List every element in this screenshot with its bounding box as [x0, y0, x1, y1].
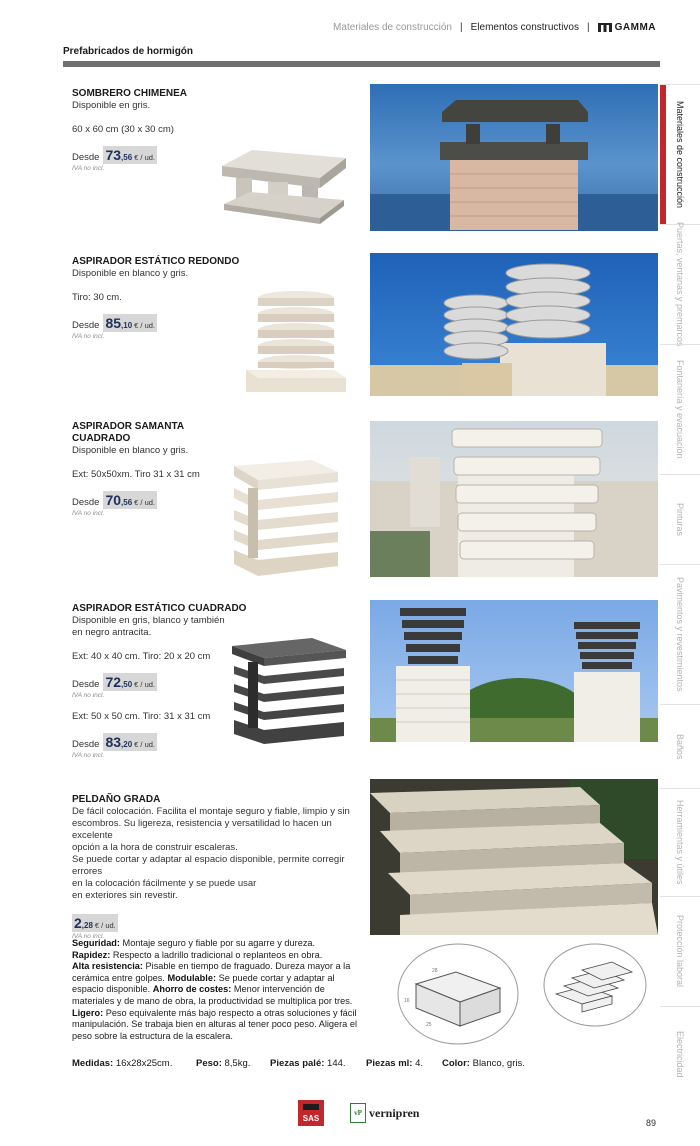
spec-value: 8,5kg.	[221, 1058, 251, 1069]
sombrero-chimenea-image	[222, 148, 348, 224]
feature-value: Peso equivalente más bajo respecto a otras soluciones y fácil manipulación. Se trabaja bien en alturas al tener poco peso. Aligera el peso sobre la estructura de la escalera.	[72, 1007, 357, 1041]
spec-value: 4.	[412, 1058, 424, 1069]
aspirador-redondo-image	[244, 288, 348, 392]
sidebar-item-puertas[interactable]	[660, 222, 700, 347]
aspirador-redondo-photo	[370, 253, 658, 396]
price-decimal: ,10	[121, 321, 133, 330]
vernipren-wordmark: vernipren	[369, 1105, 420, 1120]
product-name: SOMBRERO CHIMENEA	[72, 88, 188, 99]
vat-note: IVA no incl.	[72, 165, 105, 172]
product-description-line: opción a la hora de construir escaleras.	[72, 842, 238, 853]
price-label: Desde	[72, 320, 100, 331]
price-integer: 72	[105, 674, 122, 690]
diagram-label-left: 16	[404, 998, 410, 1004]
brand-name: GAMMA	[614, 22, 656, 33]
aspirador-samanta-image	[228, 458, 342, 578]
feature-key: Modulable:	[167, 972, 217, 983]
product-availability: Disponible en gris, blanco y también	[72, 615, 225, 626]
peldano-stair-diagram	[542, 942, 648, 1028]
vat-note: IVA no incl.	[72, 692, 105, 699]
sidebar-item-label: Fontanería y evacuación	[675, 360, 685, 459]
vat-note: IVA no incl.	[72, 333, 105, 340]
spec-medidas	[72, 1058, 196, 1069]
price-unit: € / ud.	[134, 740, 156, 749]
peldano-grada-photo	[370, 779, 658, 935]
aspirador-samanta-photo	[370, 421, 658, 577]
product-description-line: Se puede cortar y adaptar al espacio disponible, permite corregir errores	[72, 854, 345, 877]
sidebar-item-materiales[interactable]	[660, 84, 700, 224]
product-availability: Disponible en gris.	[72, 100, 151, 111]
page-title: Prefabricados de hormigón	[63, 46, 194, 57]
sidebar-item-label: Baños	[675, 733, 685, 760]
specs-row	[72, 1058, 525, 1069]
sidebar-item-herramientas[interactable]	[660, 788, 700, 896]
price-label: Desde	[72, 739, 100, 750]
feature-value: Respecto a ladrillo tradicional o replanteos en obra.	[110, 949, 323, 960]
product-name: ASPIRADOR ESTÁTICO REDONDO	[72, 256, 240, 267]
product-availability-2: en negro antracita.	[72, 627, 152, 638]
sidebar-item-label: Herramientas y útiles	[675, 800, 685, 885]
spec-key: Medidas:	[72, 1058, 114, 1069]
sidebar-item-label: Materiales de construcción	[675, 100, 685, 209]
sidebar-item-proteccion[interactable]	[660, 896, 700, 1006]
feature-value: Montaje seguro y fiable por su agarre y dureza.	[119, 938, 316, 948]
diagram-label-bottom: 25	[426, 1022, 432, 1028]
price-integer: 73	[105, 147, 122, 163]
product-dimensions: Ext: 50x50xm. Tiro 31 x 31 cm	[72, 469, 200, 480]
spec-key: Piezas ml:	[366, 1058, 413, 1069]
spec-piezas-pale	[270, 1058, 366, 1069]
product-description-line: escombros. Su ligereza, resistencia y versatilidad lo hacen un excelente	[72, 818, 332, 841]
price-label: Desde	[72, 152, 100, 163]
aspirador-cuadrado-photo	[370, 600, 658, 742]
product-name: PELDAÑO GRADA	[72, 794, 161, 805]
spec-value: 144.	[324, 1058, 346, 1069]
spec-value: Blanco, gris.	[469, 1058, 525, 1069]
aspirador-cuadrado-image	[228, 636, 350, 744]
spec-key: Peso:	[196, 1058, 222, 1069]
feature-key: Ligero:	[72, 1007, 104, 1018]
price-unit: € / ud.	[134, 321, 156, 330]
product-description-line: en la colocación fácilmente y se puede usar	[72, 878, 257, 889]
price-unit: € / ud.	[134, 498, 156, 507]
product-name: ASPIRADOR ESTÁTICO CUADRADO	[72, 603, 247, 614]
product-description-line: en exteriores sin revestir.	[72, 890, 178, 901]
sidebar-item-banos[interactable]	[660, 704, 700, 788]
vat-note: IVA no incl.	[72, 933, 105, 940]
product-description-line: De fácil colocación. Facilita el montaje seguro y fiable, limpio y sin	[72, 806, 350, 817]
price-decimal: ,28	[81, 921, 93, 930]
sidebar-item-label: Pinturas	[675, 502, 685, 537]
sombrero-chimenea-photo	[370, 84, 658, 231]
vernipren-emblem: vP	[350, 1103, 366, 1123]
breadcrumb-category[interactable]: Materiales de construcción	[333, 22, 452, 33]
product-dimensions-2: Ext: 50 x 50 cm. Tiro: 31 x 31 cm	[72, 711, 211, 722]
spec-key: Color:	[442, 1058, 470, 1069]
vernipren-logo	[350, 1103, 419, 1123]
product-name-line-2: CUADRADO	[72, 433, 131, 444]
sidebar-item-electricidad[interactable]	[660, 1006, 700, 1102]
sidebar-item-pavimentos[interactable]	[660, 564, 700, 704]
feature-value: Menor intervención de materiales y de mano de obra, la productividad se multiplica por tres.	[72, 984, 353, 1006]
supplier-logos	[298, 1100, 419, 1126]
sas-logo-text: SAS	[302, 1114, 320, 1123]
product-dimensions: Tiro: 30 cm.	[72, 292, 122, 303]
sidebar-item-label: Puertas, ventanas y premarcos	[675, 222, 685, 347]
feature-key: Ahorro de costes:	[152, 984, 232, 995]
price-integer: 85	[105, 315, 122, 331]
spec-piezas-ml	[366, 1058, 442, 1069]
price-decimal: ,50	[121, 680, 133, 689]
breadcrumb-separator: |	[460, 22, 463, 33]
price-unit: € / ud.	[134, 680, 156, 689]
sidebar-item-label: Pavimentos y revestimientos	[675, 577, 685, 692]
spec-key: Piezas palé:	[270, 1058, 325, 1069]
price	[72, 914, 362, 932]
sidebar-item-pinturas[interactable]	[660, 474, 700, 564]
page-number: 89	[645, 1118, 656, 1128]
features-text	[72, 938, 362, 1042]
brand-logo	[598, 22, 656, 33]
gamma-icon	[598, 23, 612, 32]
product-name-line-1: ASPIRADOR SAMANTA	[72, 421, 185, 432]
feature-key: Alta resistencia:	[72, 961, 143, 972]
category-sidebar	[660, 84, 700, 1102]
sidebar-item-label: Electricidad	[675, 1031, 685, 1078]
product-availability: Disponible en blanco y gris.	[72, 445, 189, 456]
price-label: Desde	[72, 679, 100, 690]
spec-color	[442, 1058, 525, 1069]
feature-key: Rapidez:	[72, 949, 111, 960]
price-integer: 2	[74, 915, 82, 931]
sidebar-item-fontaneria[interactable]	[660, 344, 700, 474]
price-integer: 83	[105, 734, 122, 750]
vat-note: IVA no incl.	[72, 510, 105, 517]
peldano-dimension-diagram	[396, 942, 520, 1046]
sas-logo	[298, 1100, 324, 1126]
price-unit: € / ud.	[94, 921, 116, 930]
spec-value: 16x28x25cm.	[113, 1058, 173, 1069]
breadcrumb	[333, 22, 656, 33]
feature-key: Seguridad:	[72, 938, 120, 948]
price-decimal: ,20	[121, 740, 133, 749]
price-decimal: ,56	[121, 153, 133, 162]
product-dimensions: Ext: 40 x 40 cm. Tiro: 20 x 20 cm	[72, 651, 211, 662]
price-decimal: ,56	[121, 498, 133, 507]
breadcrumb-separator: |	[587, 22, 590, 33]
feature-value: Pisable en tiempo de fraguado. Dureza mayor a la cerámica entre golpes.	[72, 961, 351, 983]
product-peldano-grada	[72, 794, 362, 940]
price-integer: 70	[105, 492, 122, 508]
price-label: Desde	[72, 497, 100, 508]
spec-peso	[196, 1058, 270, 1069]
product-availability: Disponible en blanco y gris.	[72, 268, 189, 279]
title-rule	[63, 61, 660, 67]
vat-note: IVA no incl.	[72, 752, 105, 759]
feature-value: Se puede cortar y adaptar al espacio disponible.	[72, 972, 335, 995]
diagram-label-top: 28	[432, 968, 438, 974]
product-dimensions: 60 x 60 cm (30 x 30 cm)	[72, 124, 174, 135]
sidebar-item-label: Protección laboral	[675, 915, 685, 988]
price-unit: € / ud.	[134, 153, 156, 162]
breadcrumb-current[interactable]: Elementos constructivos	[470, 22, 579, 33]
